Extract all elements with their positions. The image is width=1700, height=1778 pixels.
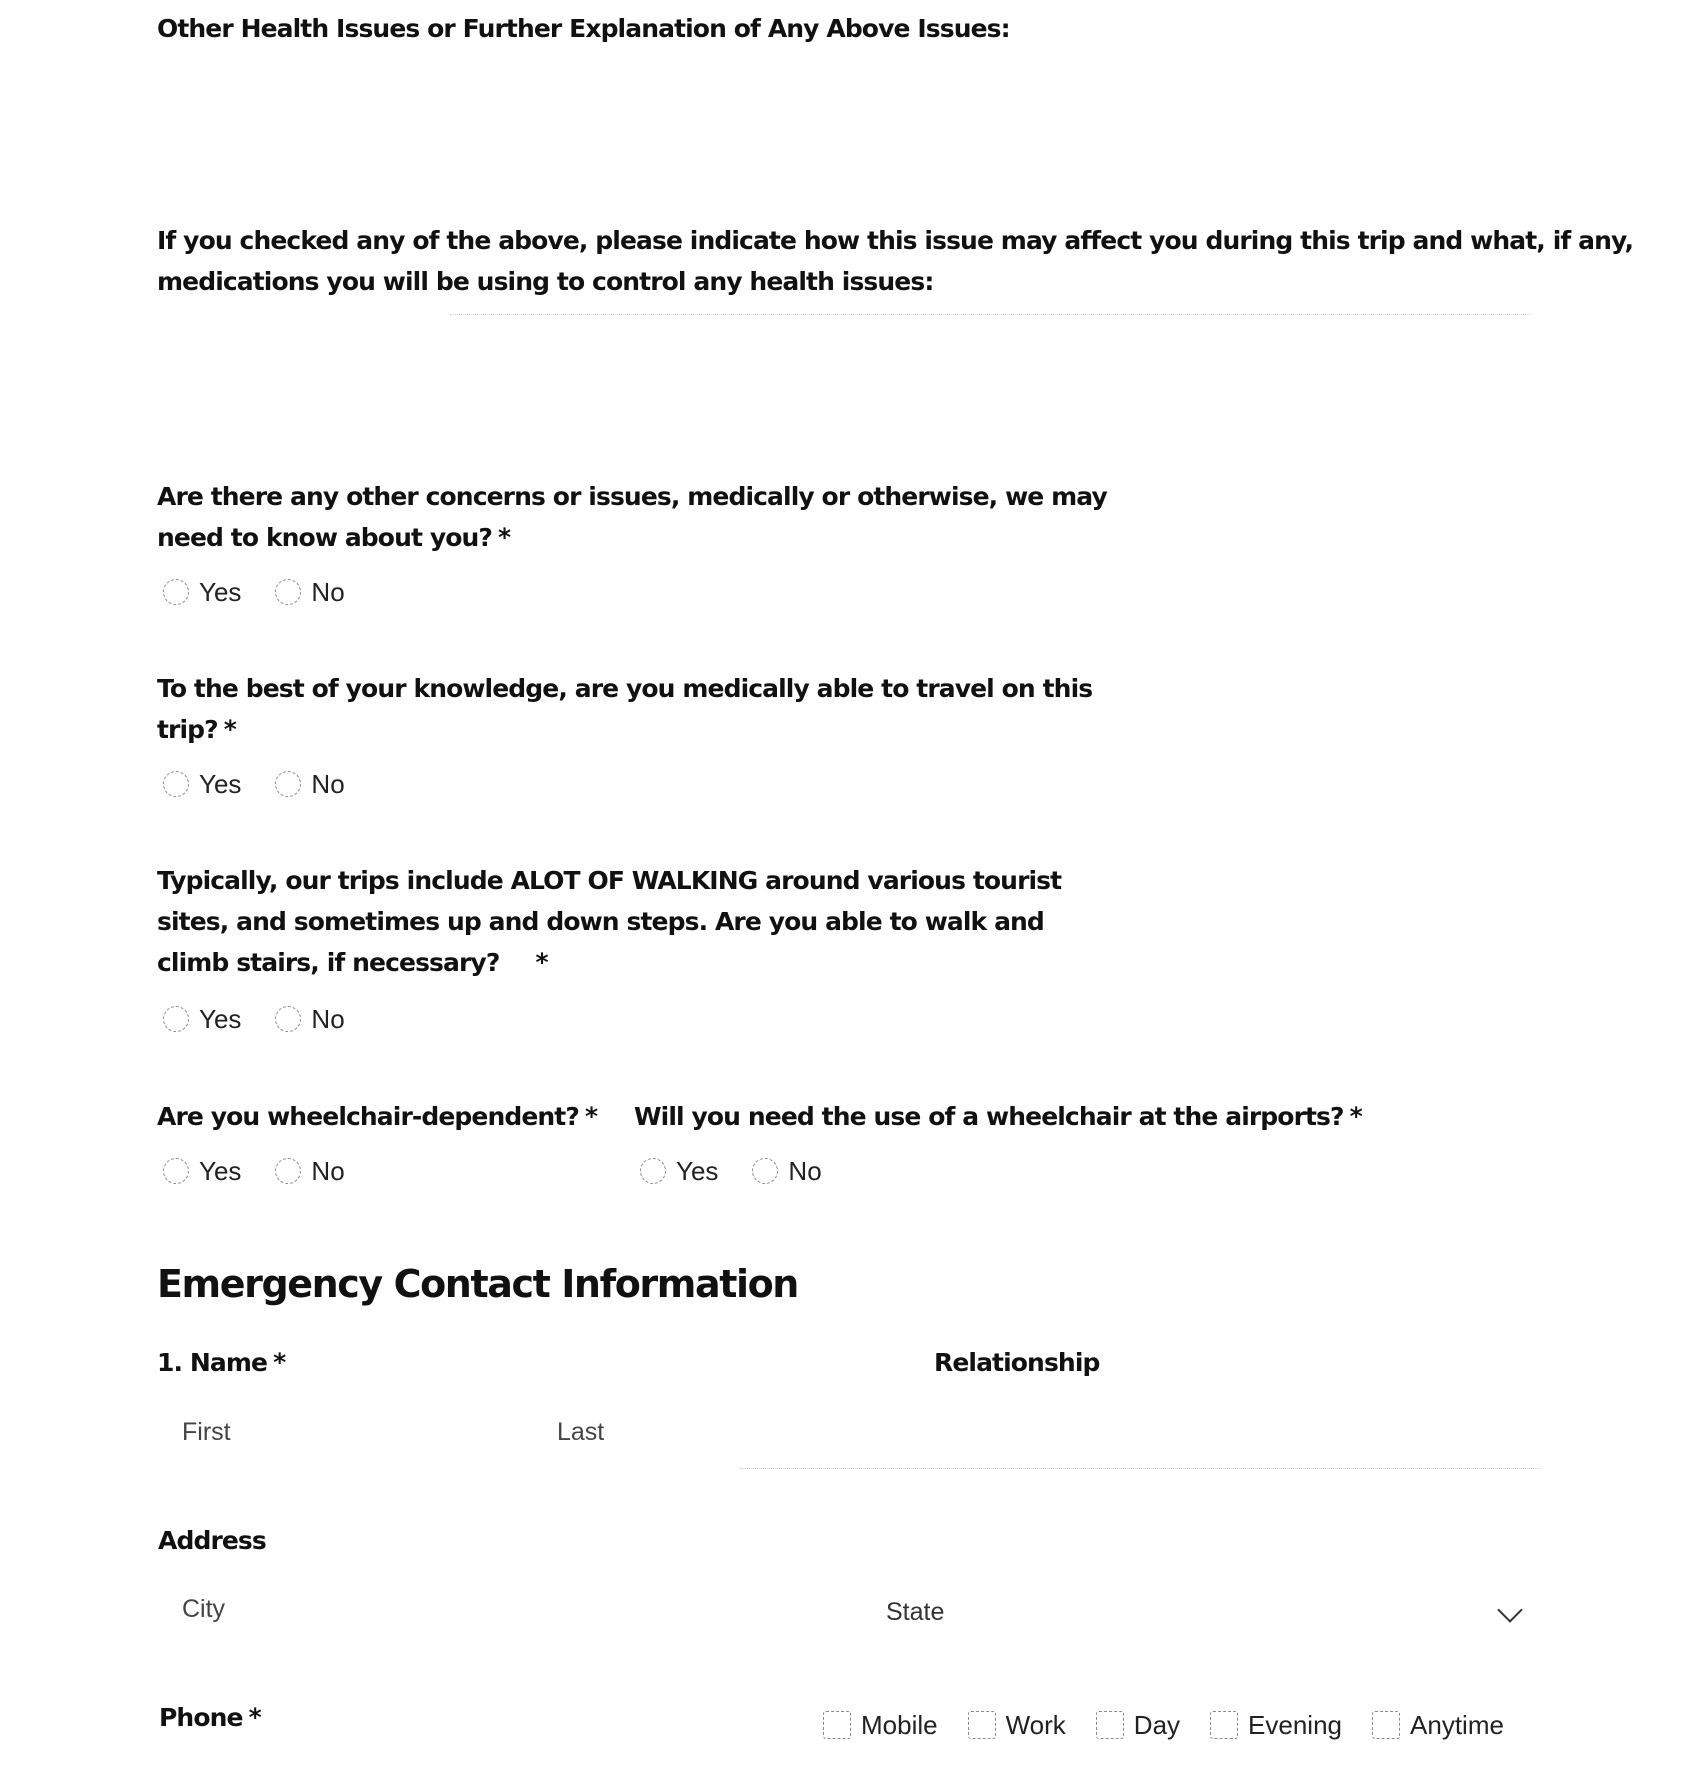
radio-button[interactable] [752,1158,778,1184]
other-health-issues-textarea[interactable] [150,60,1530,180]
wheelchair-airports-question: Will you need the use of a wheelchair at the airports? * [634,1102,1362,1131]
concerns-no-option[interactable] [275,577,344,608]
emergency-contact-title: Emergency Contact Information [157,1262,798,1306]
option-label: No [311,1155,345,1186]
state-select-value: State [886,1598,945,1626]
walking-no-option[interactable] [275,1004,344,1035]
phone-label: Phone * [159,1703,261,1732]
option-label: No [311,576,345,607]
health-effect-textarea[interactable] [150,300,1530,430]
first-name-input[interactable] [160,1408,520,1456]
health-effect-label [157,220,1633,302]
city-input[interactable] [160,1585,840,1633]
medically-able-radio-group [163,764,379,804]
checkbox-label: Day [1133,1709,1181,1740]
concerns-question-line1: Are there any other concerns or issues, medically or otherwise, we may [157,482,1107,511]
required-asterisk: * [273,1348,286,1377]
walking-question-line2: sites, and sometimes up and down steps. Are you able to walk and [157,907,1044,936]
option-label: Yes [199,576,242,607]
concerns-radio-group [163,572,379,612]
checkbox-label: Mobile [861,1709,938,1740]
phone-work-option[interactable] [968,1710,1066,1741]
health-effect-label-line2: medications you will be using to control any health issues: [157,267,934,296]
phone-anytime-option[interactable] [1372,1710,1504,1741]
checkbox[interactable] [968,1711,996,1739]
radio-button[interactable] [163,1158,189,1184]
required-asterisk: * [498,523,511,552]
wheelchair-dependent-no-option[interactable] [275,1156,344,1187]
required-asterisk: * [535,948,548,977]
walking-yes-option[interactable] [163,1004,241,1035]
checkbox[interactable] [823,1711,851,1739]
phone-evening-option[interactable] [1210,1710,1342,1741]
relationship-input[interactable] [930,1408,1540,1456]
state-select[interactable] [856,1588,1546,1636]
other-health-issues-label: Other Health Issues or Further Explanation of Any Above Issues: [157,14,1010,43]
emergency-name-label: 1. Name * [157,1348,286,1377]
walking-question [157,860,1061,983]
concerns-question-line2: need to know about you? * [157,523,511,552]
medically-able-question-line2: trip? * [157,715,236,744]
radio-button[interactable] [275,1158,301,1184]
medically-able-question-line1: To the best of your knowledge, are you medically able to travel on this [157,674,1093,703]
phone-type-checkbox-group [793,1705,1504,1745]
wheelchair-dependent-question: Are you wheelchair-dependent? * [157,1102,598,1131]
checkbox[interactable] [1210,1711,1238,1739]
required-asterisk: * [584,1102,598,1131]
option-label: No [788,1155,822,1186]
walking-radio-group [163,999,379,1039]
checkbox[interactable] [1372,1711,1400,1739]
phone-mobile-option[interactable] [823,1710,938,1741]
option-label: Yes [199,1155,242,1186]
last-name-input[interactable] [535,1408,895,1456]
medically-able-no-option[interactable] [275,769,344,800]
concerns-yes-option[interactable] [163,577,241,608]
medically-able-yes-option[interactable] [163,769,241,800]
radio-button[interactable] [163,579,189,605]
option-label: Yes [676,1155,719,1186]
required-asterisk: * [248,1703,261,1732]
medically-able-question [157,668,1092,750]
relationship-label: Relationship [934,1348,1100,1377]
radio-button[interactable] [275,771,301,797]
checkbox-label: Work [1005,1709,1066,1740]
option-label: Yes [199,1003,242,1034]
radio-button[interactable] [640,1158,666,1184]
wheelchair-airports-no-option[interactable] [752,1156,821,1187]
checkbox-label: Evening [1248,1709,1343,1740]
address-label: Address [158,1526,266,1555]
checkbox-label: Anytime [1410,1709,1504,1740]
required-asterisk: * [223,715,236,744]
wheelchair-dependent-yes-option[interactable] [163,1156,241,1187]
radio-button[interactable] [275,579,301,605]
concerns-question [157,476,1107,558]
walking-question-line1: Typically, our trips include ALOT OF WALKING around various tourist [157,866,1062,895]
radio-button[interactable] [163,771,189,797]
radio-button[interactable] [275,1006,301,1032]
radio-button[interactable] [163,1006,189,1032]
phone-day-option[interactable] [1096,1710,1180,1741]
option-label: Yes [199,768,242,799]
wheelchair-airports-radio-group [640,1151,856,1191]
wheelchair-dependent-radio-group [163,1151,379,1191]
option-label: No [311,768,345,799]
option-label: No [311,1003,345,1034]
walking-question-line3: climb stairs, if necessary? * [157,948,548,977]
wheelchair-airports-yes-option[interactable] [640,1156,718,1187]
checkbox[interactable] [1096,1711,1124,1739]
health-effect-label-line1: If you checked any of the above, please indicate how this issue may affect you during this trip and what, if any, [157,226,1634,255]
field-boundary [740,1468,1540,1470]
required-asterisk: * [1349,1102,1362,1131]
field-boundary [450,314,1530,316]
